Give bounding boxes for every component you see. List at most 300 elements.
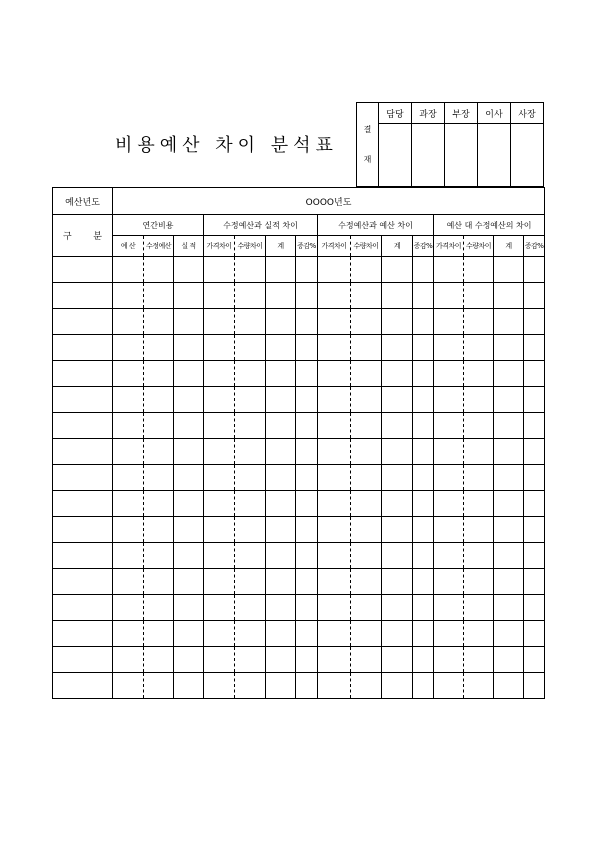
table-cell[interactable] <box>413 335 434 361</box>
table-cell[interactable] <box>413 283 434 309</box>
table-cell[interactable] <box>266 387 296 413</box>
approval-box <box>356 102 544 187</box>
table-cell[interactable] <box>266 283 296 309</box>
category-header: 구 분 <box>53 215 113 257</box>
table-cell[interactable] <box>494 595 524 621</box>
table-cell[interactable] <box>318 491 351 517</box>
table-cell[interactable] <box>494 387 524 413</box>
table-cell[interactable] <box>351 595 382 621</box>
table-cell[interactable] <box>494 491 524 517</box>
table-cell[interactable] <box>318 439 351 465</box>
table-cell[interactable] <box>204 257 235 283</box>
group-revised-vs-budget: 수정예산과 예산 차이 <box>318 215 434 236</box>
table-cell[interactable] <box>382 335 413 361</box>
table-cell[interactable] <box>413 569 434 595</box>
table-cell[interactable] <box>524 465 545 491</box>
table-cell[interactable] <box>144 335 174 361</box>
table-cell[interactable] <box>174 647 204 673</box>
table-cell[interactable] <box>434 543 464 569</box>
table-cell[interactable] <box>382 257 413 283</box>
table-cell[interactable] <box>144 621 174 647</box>
table-cell[interactable] <box>464 673 494 699</box>
table-cell[interactable] <box>524 257 545 283</box>
table-cell[interactable] <box>235 491 266 517</box>
table-cell[interactable] <box>494 413 524 439</box>
table-cell[interactable] <box>413 543 434 569</box>
table-cell[interactable] <box>434 569 464 595</box>
table-cell[interactable] <box>524 309 545 335</box>
table-cell[interactable] <box>351 335 382 361</box>
row-category-cell[interactable] <box>53 621 113 647</box>
table-cell[interactable] <box>464 621 494 647</box>
table-cell[interactable] <box>204 647 235 673</box>
table-cell[interactable] <box>434 257 464 283</box>
table-cell[interactable] <box>524 569 545 595</box>
row-category-cell[interactable] <box>53 569 113 595</box>
table-cell[interactable] <box>524 413 545 439</box>
table-cell[interactable] <box>235 543 266 569</box>
table-cell[interactable] <box>266 673 296 699</box>
table-cell[interactable] <box>266 647 296 673</box>
table-cell[interactable] <box>204 361 235 387</box>
table-cell[interactable] <box>204 491 235 517</box>
col-revised-budget: 수정예산 <box>144 236 174 257</box>
table-cell[interactable] <box>434 439 464 465</box>
table-cell[interactable] <box>382 387 413 413</box>
table-cell[interactable] <box>235 283 266 309</box>
table-cell[interactable] <box>494 283 524 309</box>
table-cell[interactable] <box>382 595 413 621</box>
table-cell[interactable] <box>494 621 524 647</box>
table-cell[interactable] <box>174 621 204 647</box>
table-cell[interactable] <box>524 491 545 517</box>
row-category-cell[interactable] <box>53 439 113 465</box>
table-cell[interactable] <box>144 569 174 595</box>
row-category-cell[interactable] <box>53 491 113 517</box>
table-cell[interactable] <box>524 335 545 361</box>
table-cell[interactable] <box>144 543 174 569</box>
row-category-cell[interactable] <box>53 361 113 387</box>
table-cell[interactable] <box>296 595 318 621</box>
table-cell[interactable] <box>113 439 144 465</box>
table-cell[interactable] <box>351 439 382 465</box>
table-cell[interactable] <box>113 569 144 595</box>
table-cell[interactable] <box>204 335 235 361</box>
table-cell[interactable] <box>318 647 351 673</box>
table-cell[interactable] <box>494 517 524 543</box>
table-cell[interactable] <box>464 465 494 491</box>
table-row <box>53 517 545 543</box>
table-cell[interactable] <box>464 283 494 309</box>
table-cell[interactable] <box>296 283 318 309</box>
approval-sign-staff[interactable] <box>379 124 412 187</box>
table-cell[interactable] <box>464 595 494 621</box>
table-cell[interactable] <box>318 361 351 387</box>
table-cell[interactable] <box>144 465 174 491</box>
row-category-cell[interactable] <box>53 335 113 361</box>
table-cell[interactable] <box>296 413 318 439</box>
table-cell[interactable] <box>524 543 545 569</box>
table-cell[interactable] <box>296 465 318 491</box>
table-cell[interactable] <box>266 491 296 517</box>
table-cell[interactable] <box>434 595 464 621</box>
table-cell[interactable] <box>351 387 382 413</box>
table-cell[interactable] <box>144 387 174 413</box>
table-cell[interactable] <box>382 413 413 439</box>
table-cell[interactable] <box>174 309 204 335</box>
table-cell[interactable] <box>266 595 296 621</box>
table-cell[interactable] <box>413 309 434 335</box>
table-cell[interactable] <box>464 413 494 439</box>
table-cell[interactable] <box>113 517 144 543</box>
row-category-cell[interactable] <box>53 543 113 569</box>
table-cell[interactable] <box>494 647 524 673</box>
table-cell[interactable] <box>464 257 494 283</box>
table-cell[interactable] <box>382 491 413 517</box>
table-cell[interactable] <box>235 621 266 647</box>
table-cell[interactable] <box>318 387 351 413</box>
table-cell[interactable] <box>351 309 382 335</box>
table-cell[interactable] <box>524 361 545 387</box>
table-cell[interactable] <box>144 439 174 465</box>
table-cell[interactable] <box>204 595 235 621</box>
table-cell[interactable] <box>464 569 494 595</box>
table-cell[interactable] <box>434 361 464 387</box>
table-cell[interactable] <box>113 647 144 673</box>
table-cell[interactable] <box>113 413 144 439</box>
approval-sign-manager[interactable] <box>412 124 445 187</box>
table-cell[interactable] <box>204 543 235 569</box>
table-cell[interactable] <box>113 595 144 621</box>
table-cell[interactable] <box>113 465 144 491</box>
table-cell[interactable] <box>318 465 351 491</box>
row-category-cell[interactable] <box>53 309 113 335</box>
table-cell[interactable] <box>413 517 434 543</box>
table-cell[interactable] <box>434 491 464 517</box>
row-category-cell[interactable] <box>53 387 113 413</box>
col-quantity-variance: 수량차이 <box>464 236 494 257</box>
table-cell[interactable] <box>235 361 266 387</box>
table-cell[interactable] <box>296 491 318 517</box>
table-row <box>53 309 545 335</box>
table-cell[interactable] <box>235 517 266 543</box>
table-cell[interactable] <box>174 283 204 309</box>
table-cell[interactable] <box>144 361 174 387</box>
table-cell[interactable] <box>296 543 318 569</box>
table-cell[interactable] <box>382 621 413 647</box>
table-cell[interactable] <box>434 413 464 439</box>
table-cell[interactable] <box>351 283 382 309</box>
table-cell[interactable] <box>266 621 296 647</box>
table-cell[interactable] <box>174 361 204 387</box>
table-cell[interactable] <box>113 387 144 413</box>
table-cell[interactable] <box>174 439 204 465</box>
table-cell[interactable] <box>174 465 204 491</box>
table-cell[interactable] <box>144 673 174 699</box>
row-category-cell[interactable] <box>53 465 113 491</box>
approval-role-president: 사장 <box>511 103 544 124</box>
row-category-cell[interactable] <box>53 283 113 309</box>
table-cell[interactable] <box>494 465 524 491</box>
table-cell[interactable] <box>144 595 174 621</box>
table-cell[interactable] <box>204 621 235 647</box>
approval-sign-president[interactable] <box>511 124 544 187</box>
row-category-cell[interactable] <box>53 413 113 439</box>
table-cell[interactable] <box>144 517 174 543</box>
col-change-pct: 증감% <box>524 236 545 257</box>
table-cell[interactable] <box>296 647 318 673</box>
table-cell[interactable] <box>113 283 144 309</box>
table-cell[interactable] <box>266 309 296 335</box>
table-cell[interactable] <box>351 543 382 569</box>
table-cell[interactable] <box>413 413 434 439</box>
table-cell[interactable] <box>266 335 296 361</box>
table-cell[interactable] <box>174 543 204 569</box>
table-cell[interactable] <box>434 517 464 543</box>
table-cell[interactable] <box>204 283 235 309</box>
col-budget: 예 산 <box>113 236 144 257</box>
table-cell[interactable] <box>494 673 524 699</box>
row-category-cell[interactable] <box>53 595 113 621</box>
table-cell[interactable] <box>113 335 144 361</box>
table-cell[interactable] <box>494 543 524 569</box>
table-cell[interactable] <box>524 283 545 309</box>
table-cell[interactable] <box>434 673 464 699</box>
table-cell[interactable] <box>318 257 351 283</box>
table-cell[interactable] <box>318 335 351 361</box>
table-cell[interactable] <box>204 569 235 595</box>
budget-year-value[interactable]: OOOO년도 <box>113 188 545 215</box>
table-cell[interactable] <box>351 673 382 699</box>
table-cell[interactable] <box>204 413 235 439</box>
table-cell[interactable] <box>144 413 174 439</box>
table-cell[interactable] <box>413 595 434 621</box>
table-cell[interactable] <box>266 569 296 595</box>
table-cell[interactable] <box>174 257 204 283</box>
table-cell[interactable] <box>434 465 464 491</box>
table-cell[interactable] <box>296 309 318 335</box>
table-cell[interactable] <box>174 517 204 543</box>
table-cell[interactable] <box>413 673 434 699</box>
table-cell[interactable] <box>266 517 296 543</box>
table-cell[interactable] <box>524 621 545 647</box>
table-cell[interactable] <box>296 257 318 283</box>
table-cell[interactable] <box>235 257 266 283</box>
table-cell[interactable] <box>296 621 318 647</box>
table-cell[interactable] <box>204 439 235 465</box>
table-cell[interactable] <box>174 595 204 621</box>
table-row <box>53 361 545 387</box>
table-cell[interactable] <box>413 647 434 673</box>
table-cell[interactable] <box>464 517 494 543</box>
table-cell[interactable] <box>351 361 382 387</box>
table-cell[interactable] <box>144 647 174 673</box>
table-cell[interactable] <box>235 465 266 491</box>
table-cell[interactable] <box>113 673 144 699</box>
table-cell[interactable] <box>524 517 545 543</box>
table-cell[interactable] <box>494 257 524 283</box>
table-cell[interactable] <box>296 335 318 361</box>
table-cell[interactable] <box>266 465 296 491</box>
table-cell[interactable] <box>434 621 464 647</box>
table-cell[interactable] <box>413 361 434 387</box>
table-cell[interactable] <box>351 413 382 439</box>
table-cell[interactable] <box>296 387 318 413</box>
table-cell[interactable] <box>266 413 296 439</box>
row-category-cell[interactable] <box>53 257 113 283</box>
approval-sign-director[interactable] <box>445 124 478 187</box>
table-cell[interactable] <box>235 595 266 621</box>
table-cell[interactable] <box>113 309 144 335</box>
table-cell[interactable] <box>113 543 144 569</box>
table-cell[interactable] <box>524 595 545 621</box>
table-cell[interactable] <box>382 673 413 699</box>
table-cell[interactable] <box>296 517 318 543</box>
table-cell[interactable] <box>235 673 266 699</box>
table-cell[interactable] <box>113 257 144 283</box>
row-category-cell[interactable] <box>53 647 113 673</box>
table-cell[interactable] <box>434 387 464 413</box>
table-cell[interactable] <box>464 309 494 335</box>
table-cell[interactable] <box>296 439 318 465</box>
table-cell[interactable] <box>174 673 204 699</box>
table-cell[interactable] <box>174 413 204 439</box>
table-cell[interactable] <box>235 569 266 595</box>
table-cell[interactable] <box>351 647 382 673</box>
table-cell[interactable] <box>204 673 235 699</box>
table-cell[interactable] <box>318 621 351 647</box>
table-cell[interactable] <box>464 543 494 569</box>
table-cell[interactable] <box>494 309 524 335</box>
table-cell[interactable] <box>144 309 174 335</box>
row-category-cell[interactable] <box>53 517 113 543</box>
table-cell[interactable] <box>318 283 351 309</box>
table-cell[interactable] <box>382 569 413 595</box>
table-cell[interactable] <box>413 257 434 283</box>
table-cell[interactable] <box>382 465 413 491</box>
table-cell[interactable] <box>266 439 296 465</box>
table-cell[interactable] <box>235 335 266 361</box>
table-cell[interactable] <box>464 335 494 361</box>
table-row <box>53 413 545 439</box>
table-row <box>53 543 545 569</box>
table-cell[interactable] <box>434 309 464 335</box>
table-cell[interactable] <box>524 673 545 699</box>
group-budget-vs-revised: 예산 대 수정예산의 차이 <box>434 215 545 236</box>
table-cell[interactable] <box>296 569 318 595</box>
table-cell[interactable] <box>413 621 434 647</box>
table-cell[interactable] <box>464 387 494 413</box>
table-cell[interactable] <box>351 491 382 517</box>
table-cell[interactable] <box>174 569 204 595</box>
table-cell[interactable] <box>494 439 524 465</box>
table-cell[interactable] <box>174 387 204 413</box>
table-cell[interactable] <box>524 387 545 413</box>
table-row <box>53 335 545 361</box>
table-cell[interactable] <box>434 283 464 309</box>
table-cell[interactable] <box>524 439 545 465</box>
table-cell[interactable] <box>382 283 413 309</box>
table-cell[interactable] <box>266 361 296 387</box>
table-row <box>53 595 545 621</box>
table-cell[interactable] <box>204 465 235 491</box>
col-quantity-variance: 수량차이 <box>351 236 382 257</box>
group-revised-vs-actual: 수정예산과 실적 차이 <box>204 215 318 236</box>
table-cell[interactable] <box>382 439 413 465</box>
table-cell[interactable] <box>318 309 351 335</box>
budget-year-label: 예산년도 <box>53 188 113 215</box>
table-cell[interactable] <box>318 595 351 621</box>
table-cell[interactable] <box>296 673 318 699</box>
table-cell[interactable] <box>235 647 266 673</box>
table-cell[interactable] <box>524 647 545 673</box>
table-cell[interactable] <box>174 491 204 517</box>
table-cell[interactable] <box>464 491 494 517</box>
table-cell[interactable] <box>494 335 524 361</box>
table-cell[interactable] <box>174 335 204 361</box>
table-cell[interactable] <box>382 647 413 673</box>
table-cell[interactable] <box>382 361 413 387</box>
table-cell[interactable] <box>144 491 174 517</box>
table-cell[interactable] <box>204 517 235 543</box>
table-row <box>53 465 545 491</box>
table-cell[interactable] <box>235 309 266 335</box>
table-cell[interactable] <box>351 621 382 647</box>
table-cell[interactable] <box>382 517 413 543</box>
table-cell[interactable] <box>382 543 413 569</box>
table-cell[interactable] <box>204 309 235 335</box>
table-cell[interactable] <box>413 439 434 465</box>
row-category-cell[interactable] <box>53 673 113 699</box>
table-cell[interactable] <box>464 647 494 673</box>
table-cell[interactable] <box>494 361 524 387</box>
table-cell[interactable] <box>351 517 382 543</box>
table-cell[interactable] <box>318 673 351 699</box>
table-cell[interactable] <box>464 439 494 465</box>
table-cell[interactable] <box>351 465 382 491</box>
table-cell[interactable] <box>434 647 464 673</box>
table-cell[interactable] <box>266 257 296 283</box>
table-cell[interactable] <box>413 465 434 491</box>
table-cell[interactable] <box>235 413 266 439</box>
table-cell[interactable] <box>318 413 351 439</box>
table-cell[interactable] <box>494 569 524 595</box>
table-cell[interactable] <box>266 543 296 569</box>
table-cell[interactable] <box>113 491 144 517</box>
table-cell[interactable] <box>318 543 351 569</box>
table-cell[interactable] <box>113 621 144 647</box>
table-cell[interactable] <box>296 361 318 387</box>
col-change-pct: 증감% <box>296 236 318 257</box>
table-cell[interactable] <box>318 517 351 543</box>
table-cell[interactable] <box>351 257 382 283</box>
table-cell[interactable] <box>204 387 235 413</box>
table-cell[interactable] <box>413 387 434 413</box>
table-cell[interactable] <box>382 309 413 335</box>
group-annual-cost: 연간비용 <box>113 215 204 236</box>
table-cell[interactable] <box>318 569 351 595</box>
table-cell[interactable] <box>413 491 434 517</box>
table-cell[interactable] <box>235 439 266 465</box>
table-cell[interactable] <box>351 569 382 595</box>
table-cell[interactable] <box>235 387 266 413</box>
approval-sign-executive[interactable] <box>478 124 511 187</box>
table-cell[interactable] <box>144 283 174 309</box>
table-cell[interactable] <box>464 361 494 387</box>
table-cell[interactable] <box>144 257 174 283</box>
table-cell[interactable] <box>113 361 144 387</box>
table-cell[interactable] <box>434 335 464 361</box>
